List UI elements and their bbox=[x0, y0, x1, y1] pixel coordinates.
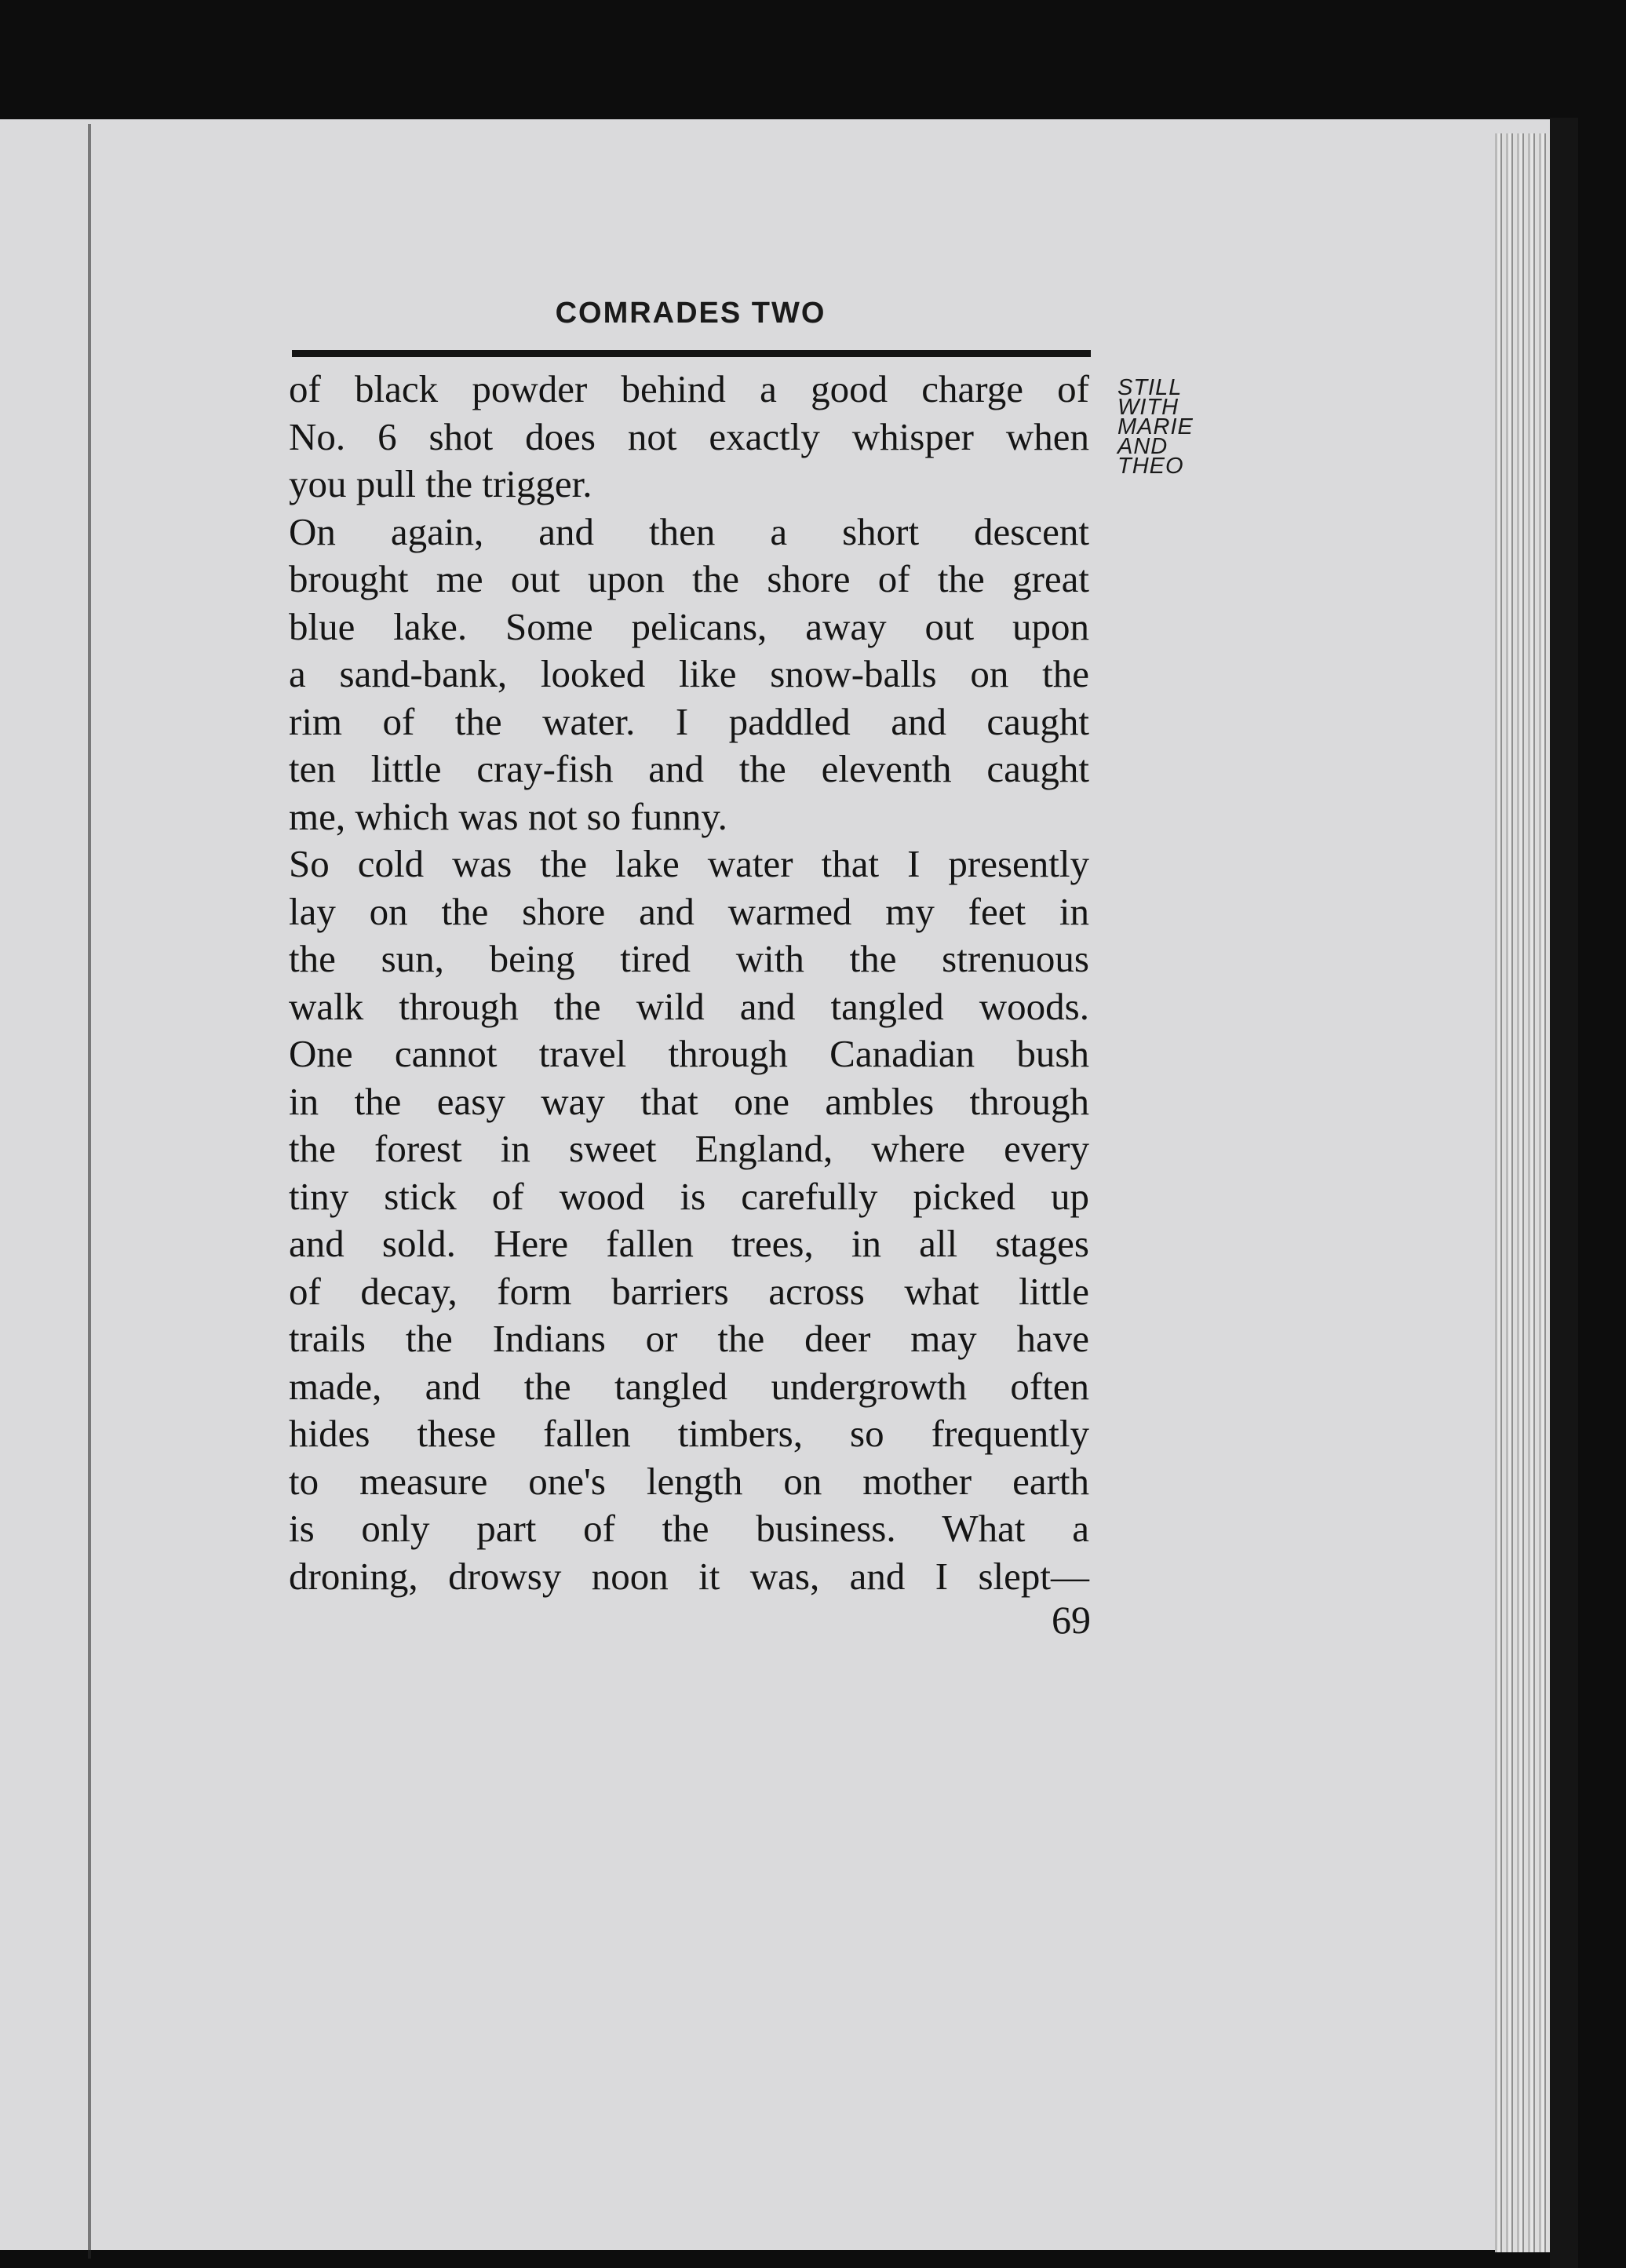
text-line: you pull the trigger. bbox=[289, 462, 592, 505]
text-line: One cannot travel through Canadian bush bbox=[289, 1032, 1089, 1075]
text-line: of decay, form barriers across what little bbox=[289, 1269, 1089, 1313]
marginal-note bbox=[1117, 375, 1235, 479]
page-gutter-shadow bbox=[88, 124, 91, 2259]
text-line: is only part of the business. What a bbox=[289, 1507, 1089, 1550]
text-line: So cold was the lake water that I presently bbox=[289, 842, 1089, 885]
text-line: No. 6 shot does not exactly whisper when bbox=[289, 414, 1089, 458]
book-cover-edge bbox=[1550, 118, 1578, 2268]
text-line: ten little cray-fish and the eleventh caught bbox=[289, 747, 1089, 790]
text-line: the sun, being tired with the strenuous bbox=[289, 937, 1089, 980]
body-text bbox=[289, 366, 1089, 1600]
text-line: droning, drowsy noon it was, and I slept— bbox=[289, 1554, 1089, 1598]
marginal-note-line: WITH bbox=[1117, 395, 1179, 420]
text-line: and sold. Here fallen trees, in all stages bbox=[289, 1222, 1089, 1265]
text-line: in the easy way that one ambles through bbox=[289, 1079, 1089, 1123]
running-head: COMRADES TWO bbox=[555, 297, 826, 330]
text-line: a sand-bank, looked like snow-balls on the bbox=[289, 652, 1089, 695]
page-stack-edges bbox=[1495, 133, 1550, 2252]
text-line: trails the Indians or the deer may have bbox=[289, 1317, 1089, 1360]
text-line: hides these fallen timbers, so frequently bbox=[289, 1412, 1089, 1455]
text-line: brought me out upon the shore of the great bbox=[289, 557, 1089, 600]
text-line: tiny stick of wood is carefully picked up bbox=[289, 1174, 1089, 1218]
marginal-note-line: AND bbox=[1117, 434, 1168, 459]
text-line: me, which was not so funny. bbox=[289, 794, 727, 838]
text-line: On again, and then a short descent bbox=[289, 509, 1089, 553]
page-number: 69 bbox=[1052, 1598, 1091, 1642]
text-line: of black powder behind a good charge of bbox=[289, 367, 1089, 410]
marginal-note-line: MARIE bbox=[1117, 414, 1194, 439]
text-line: rim of the water. I paddled and caught bbox=[289, 699, 1089, 743]
running-head-rule bbox=[292, 350, 1091, 357]
text-line: lay on the shore and warmed my feet in bbox=[289, 889, 1089, 933]
text-line: the forest in sweet England, where every bbox=[289, 1127, 1089, 1170]
marginal-note-line: THEO bbox=[1117, 454, 1184, 479]
text-line: to measure one's length on mother earth bbox=[289, 1459, 1089, 1503]
text-line: blue lake. Some pelicans, away out upon bbox=[289, 604, 1089, 648]
text-line: made, and the tangled undergrowth often bbox=[289, 1364, 1089, 1408]
text-line: walk through the wild and tangled woods. bbox=[289, 984, 1089, 1028]
marginal-note-line: STILL bbox=[1117, 375, 1183, 400]
